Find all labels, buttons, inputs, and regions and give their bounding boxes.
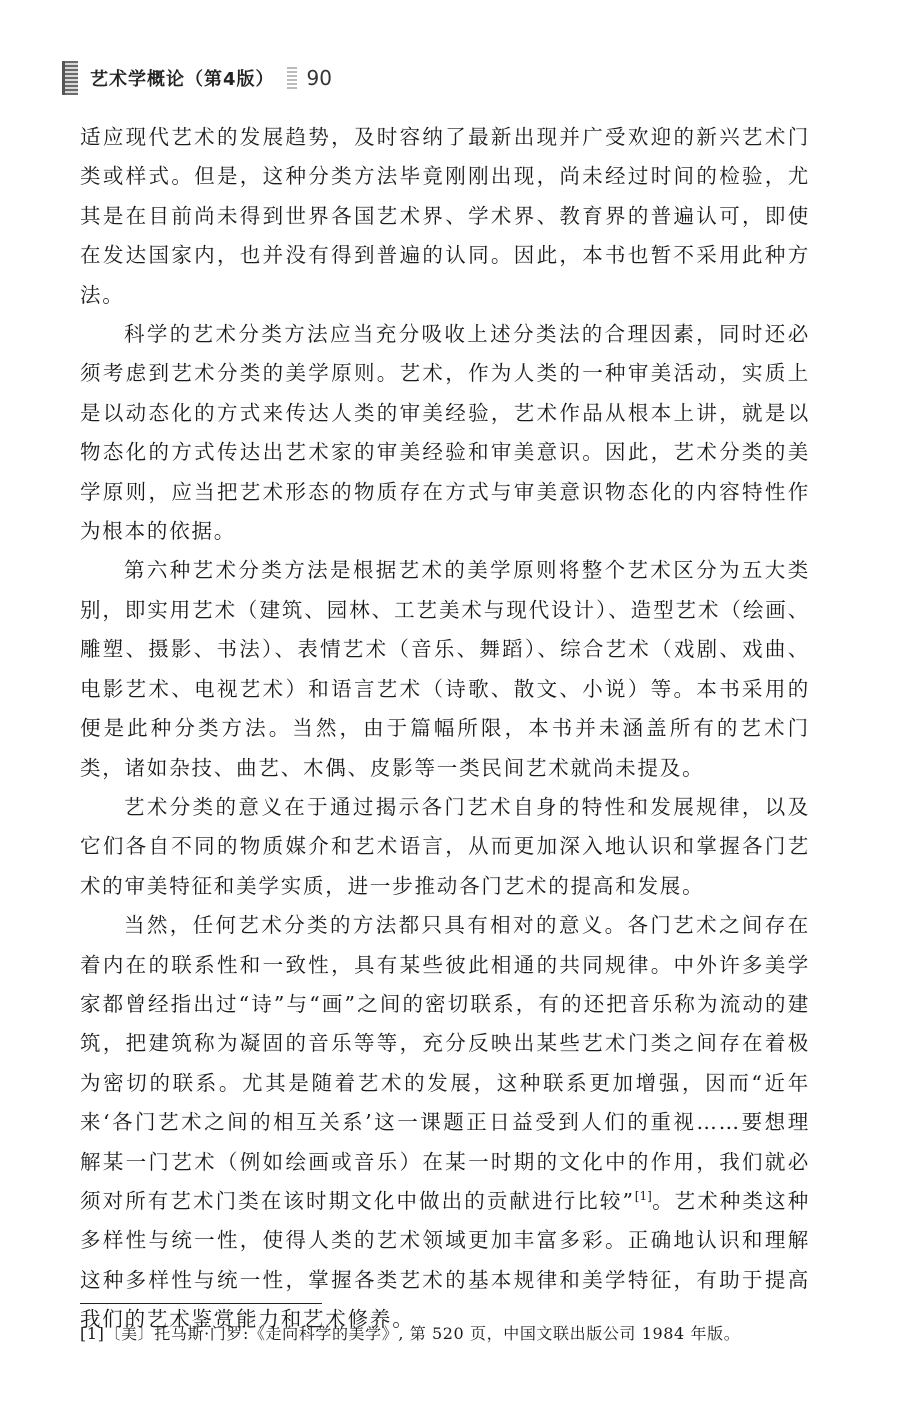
running-header [62, 58, 332, 98]
footnote: [1]〔美〕托马斯·门罗:《走向科学的美学》, 第 520 页，中国文联出版公司 1984 年版。 [80, 1324, 741, 1343]
paragraph-4: 艺术分类的意义在于通过揭示各门艺术自身的特性和发展规律，以及它们各自不同的物质媒介和艺术语言，从而更加深入地认识和掌握各门艺术的审美特征和美学实质，进一步推动各门艺术的提高和发展。 [80, 794, 810, 898]
footnote-reference[interactable]: [1] [634, 1189, 652, 1204]
page-number: 90 [306, 66, 332, 90]
paragraph-3: 第六种艺术分类方法是根据艺术的美学原则将整个艺术区分为五大类别，即实用艺术（建筑、园林、工艺美术与现代设计）、造型艺术（绘画、雕塑、摄影、书法）、表情艺术（音乐、舞蹈）、综合艺术（戏剧、戏曲、电影艺术、电视艺术）和语言艺术（诗歌、散文、小说）等。本书采用的便是此种分类方法。当然，由于篇幅所限，本书并未涵盖所有的艺术门类，诸如杂技、曲艺、木偶、皮影等一类民间艺术就尚未提及。 [80, 558, 810, 780]
paragraph-2: 科学的艺术分类方法应当充分吸收上述分类法的合理因素，同时还必须考虑到艺术分类的美学原则。艺术，作为人类的一种审美活动，实质上是以动态化的方式来传达人类的审美经验，艺术作品从根本上讲，就是以物态化的方式传达出艺术家的审美经验和审美意识。因此，艺术分类的美学原则，应当把艺术形态的物质存在方式与审美意识物态化的内容特性作为根本的依据。 [80, 322, 810, 544]
body-text [80, 118, 810, 1340]
header-ornament-icon [62, 61, 78, 95]
paragraph-5-text-after-ref: 。艺术种类这种多样性与统一性，使得人类的艺术领域更加丰富多彩。正确地认识和理解这种多样性与统一性，掌握各类艺术的基本规律和美学特征，有助于提高我们的艺术鉴赏能力和艺术修养。 [80, 1188, 810, 1332]
footnote-divider [80, 1303, 322, 1304]
header-divider [287, 67, 297, 89]
book-title: 艺术学概论（第4版） [90, 69, 275, 90]
paragraph-5-text-before-ref: 当然，任何艺术分类的方法都只具有相对的意义。各门艺术之间存在着内在的联系性和一致性，具有某些彼此相通的共同规律。中外许多美学家都曾经指出过“诗”与“画”之间的密切联系，有的还把音乐称为流动的建筑，把建筑称为凝固的音乐等等，充分反映出某些艺术门类之间存在着极为密切的联系。尤其是随着艺术的发展，这种联系更加增强，因而“近年来‘各门艺术之间的相互关系’这一课题正日益受到人们的重视……要想理解某一门艺术（例如绘画或音乐）在某一时期的文化中的作用，我们就必须对所有艺术门类在该时期文化中做出的贡献进行比较” [80, 913, 810, 1213]
paragraph-1: 适应现代艺术的发展趋势，及时容纳了最新出现并广受欢迎的新兴艺术门类或样式。但是，这种分类方法毕竟刚刚出现，尚未经过时间的检验，尤其是在目前尚未得到世界各国艺术界、学术界、教育界的普遍认可，即使在发达国家内，也并没有得到普遍的认同。因此，本书也暂不采用此种方法。 [80, 125, 810, 307]
paragraph-5 [80, 906, 810, 1339]
